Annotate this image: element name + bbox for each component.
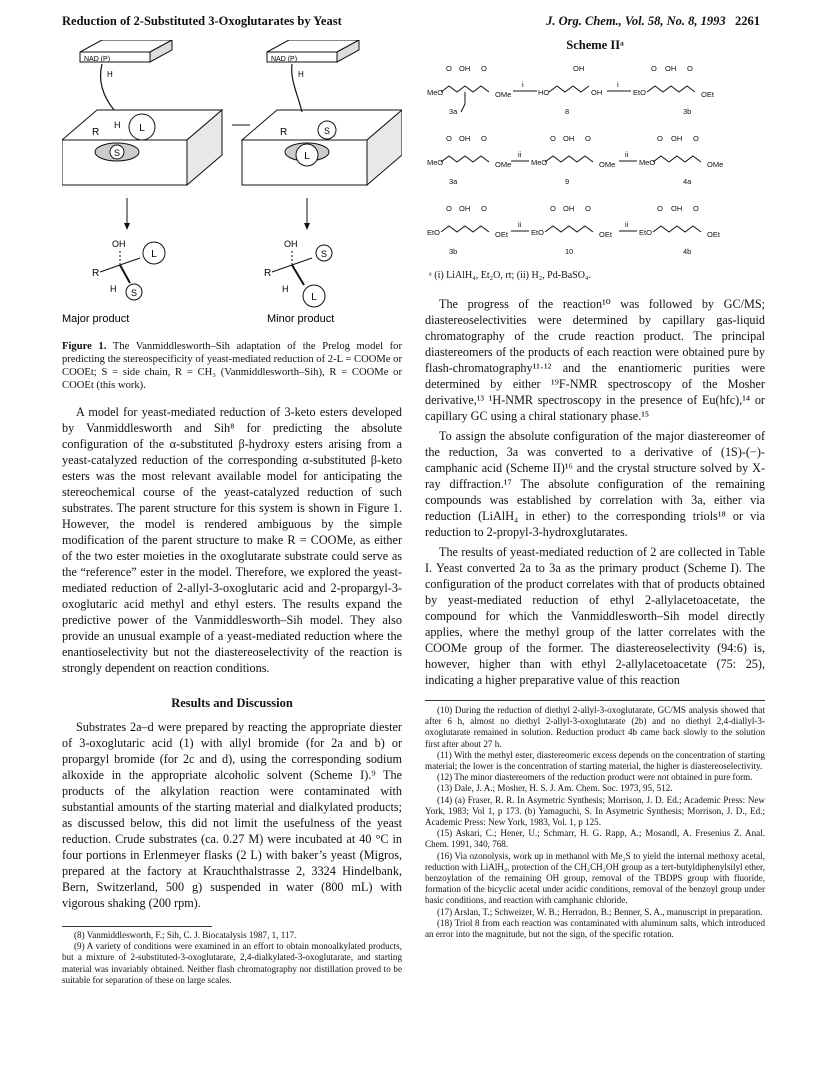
- h-label: H: [114, 120, 121, 130]
- label-eto-2: EtO: [427, 228, 440, 237]
- enzyme-model-right: [242, 110, 402, 185]
- major-product-structure: [92, 239, 165, 300]
- figure-caption-lead: Figure 1.: [62, 341, 107, 352]
- label-eto: EtO: [633, 88, 646, 97]
- running-header: Reduction of 2-Substituted 3-Oxoglutarates by Yeast: [62, 14, 342, 28]
- label-o: O: [550, 204, 556, 213]
- progress-paragraph: The progress of the reaction¹⁰ was followed by GC/MS; diastereoselectivities were determined by capillary gas-liquid chromatography of the crude reaction product. The principal diastereomers of the products of each reaction were obtained pure by flash-chromatography¹¹·¹² and the enantiomeric purities were determined by either ¹⁹F-NMR spectroscopy of the Mosher derivative,¹³ ¹H-NMR spectroscopy in the presence of Eu(hfc),¹⁴ or capillary GC using a chiral stationary phase.¹⁵: [425, 297, 765, 423]
- label-ome-4: OMe: [707, 160, 724, 169]
- hydride-label: H: [107, 70, 113, 79]
- figure-1: [62, 40, 402, 325]
- footnote-divider-right: [425, 700, 765, 701]
- label-o: O: [657, 134, 663, 143]
- label-oet-2: OEt: [495, 230, 508, 239]
- compound-4a: 4a: [683, 177, 692, 186]
- label-eto-4: EtO: [639, 228, 652, 237]
- journal-name: J. Org. Chem., Vol. 58, No. 8, 1993: [546, 14, 726, 28]
- scheme-2-footnote: ᵃ (i) LiAlH₄, Et₂O, rt; (ii) H₂, Pd-BaSO₄.: [429, 270, 591, 281]
- l-label-minor: L: [311, 292, 317, 303]
- l-label-major: L: [151, 249, 157, 260]
- label-o: O: [446, 204, 452, 213]
- label-oh: OH: [671, 204, 683, 213]
- compound-3b: 3b: [683, 107, 692, 116]
- scheme-2: [425, 57, 765, 267]
- footnote-16: (16) Via ozonolysis, work up in methanol with Me₂S to yield the internal methoxy acetal, reduction with LiAlH₄, protection of the CH₂CH₂OH group as a tert-butyldiphenylsilyl ether, benzoylation of the remaining OH group, removal of the TBDPS group with fluoride, formation of the bicyclic acetal under acidic conditions, removal of the benzoyl group under basic conditions, and reaction with camphanic chloride.: [425, 850, 765, 906]
- h-label-major: H: [110, 284, 117, 294]
- results-paragraph: Substrates 2a–d were prepared by reacting the appropriate diester of 3-oxoglutaric acid (1) with allyl bromide (for 2a and b) or propargyl bromide (for 2c and d), using the corresponding sodium alkoxide in the appropriate alcoholic solvent (Scheme I).⁹ The products of the alkylation reaction were contaminated with substantial amounts of the starting material and dialkylated products; as discussed below, this did not limit the usefulness of the yeast reduction. Crude substrates (ca. 0.27 M) were incubated at 40 °C in four portions in Erlenmeyer flasks (2 L) with baker’s yeast (Migros, prepared at the factory at Krauchthalstrasse 2, 3324 Hindelbank, Bern, Switzerland, 500 g) suspended in water (800 mL) with vigorous shaking (200 rpm).: [62, 720, 402, 910]
- scheme-2-title: Scheme IIᵃ: [566, 38, 624, 52]
- s-group-label-right: S: [323, 126, 331, 136]
- nad-cofactor-left: [80, 40, 172, 110]
- footnote-12: (12) The minor diastereomers of the reduction product were not obtained in pure form.: [437, 772, 753, 783]
- minor-product-structure: [264, 239, 332, 307]
- footnote-18: (18) Triol 8 from each reaction was contaminated with aluminum salts, which introduced an error into the magnitude, but not the sign, of the specific rotation.: [425, 917, 765, 940]
- left-footnotes: [62, 930, 402, 986]
- s-group-label: S: [113, 148, 121, 158]
- footnote-9: (9) A variety of conditions were examined in an effort to obtain monoalkylated products, but a mixture of 2-substituted-3-oxoglutarate, 2,4-dialkylated-3-oxoglutarate, and starting material was invariably obtained. Neither flash chromatography nor distillation proved to be suitable for separation of these on large scales.: [62, 941, 402, 985]
- hydride-label-right: H: [298, 70, 304, 79]
- label-oh-end: OH: [591, 88, 603, 97]
- label-o: O: [446, 64, 452, 73]
- label-o: O: [481, 204, 487, 213]
- label-o: O: [687, 64, 693, 73]
- r-group-label: R: [92, 127, 100, 138]
- step-i-2: i: [617, 80, 619, 89]
- step-ii: ii: [518, 150, 522, 159]
- major-product-label: Major product: [62, 313, 130, 325]
- figure-1-caption: [62, 340, 402, 392]
- compound-3b-2: 3b: [449, 247, 458, 256]
- footnote-15: (15) Askari, C.; Hener, U.; Schmarr, H. G. Rapp, A.; Mosandl, A. Fresenius Z. Anal. Chem. 1991, 340, 768.: [425, 828, 765, 850]
- label-o: O: [651, 64, 657, 73]
- left-column: [62, 40, 402, 986]
- label-o: O: [550, 134, 556, 143]
- arrow-down-left-icon: [124, 223, 130, 230]
- footnote-10: (10) During the reduction of diethyl 2-allyl-3-oxoglutarate, GC/MS analysis showed that after 6 h, almost no diethyl 2-allyl-3-oxoglutarate (2b) and no diethyl 2,4-diallyl-3-oxoglutarate remained in solution. Reduction product 4b came back slowly to the solution first after about 27 h.: [425, 705, 765, 749]
- label-o: O: [693, 204, 699, 213]
- label-o: O: [585, 134, 591, 143]
- r-group-label-right: R: [280, 127, 288, 138]
- label-oh: OH: [459, 134, 471, 143]
- label-oh: OH: [671, 134, 683, 143]
- compound-8: 8: [565, 107, 570, 116]
- footnote-8: (8) Vanmiddlesworth, F.; Sih, C. J. Biocatalysis 1987, 1, 117.: [74, 930, 297, 940]
- label-ome-3: OMe: [599, 160, 616, 169]
- journal-citation: [546, 14, 760, 29]
- label-o: O: [481, 134, 487, 143]
- label-oh: OH: [665, 64, 677, 73]
- label-oh: OH: [563, 134, 575, 143]
- label-oh: OH: [459, 204, 471, 213]
- label-oet-3: OEt: [599, 230, 612, 239]
- section-heading: Results and Discussion: [171, 696, 293, 710]
- intro-paragraph: A model for yeast-mediated reduction of 3-keto esters developed by Vanmiddlesworth and Sih⁸ for predicting the absolute configuration of the α-substituted β-hydroxy esters arising from a yeast-catalyzed reduction of the corresponding α-substituted β-keto esters was the most relevant available model for anticipating the stereochemical course of the yeast-catalyzed reduction of such substrates. The parent structure for this system is shown in Figure 1. However, the model is rendered ambiguous by the simple modification of the parent structure to make R = COOMe, as either of the two ester moieties in the oxoglutarate substrate could serve as the “reference” ester in the model. Therefore, we explored the yeast-mediated reduction of 2-allyl-3-oxoglutaric acid and 2-propargyl-3-oxoglutaric acid methyl and ethyl esters. The results expand the predictive power of the Vanmiddlesworth–Sih model. They also provide an unusual example of a yeast-mediated reduction where the enantioselectivity but not the diastereoselectivity of the reaction is strongly dependent on reaction conditions.: [62, 405, 402, 675]
- nad-label-right: NAD (P): [271, 56, 298, 63]
- label-o: O: [446, 134, 452, 143]
- compound-4b: 4b: [683, 247, 692, 256]
- label-oet-4: OEt: [707, 230, 720, 239]
- page-number: 2261: [735, 14, 760, 28]
- r-label-minor: R: [264, 268, 272, 279]
- compound-3a: 3a: [449, 107, 458, 116]
- label-o: O: [585, 204, 591, 213]
- footnote-14: (14) (a) Fraser, R. R. In Asymetric Synthesis; Morrison, J. D. Ed.; Academic Press: New York, 1983; Vol 1, p 173. (b) Yamaguchi, S. In Asymetric Synthesis; Morrison, J. D., Ed.; Academic Press: New York, 1983, Vol. 1, p 125.: [425, 794, 765, 828]
- nad-label: NAD (P): [84, 56, 111, 63]
- footnote-13: (13) Dale, J. A.; Mosher, H. S. J. Am. Chem. Soc. 1973, 95, 512.: [437, 783, 673, 794]
- configuration-paragraph: To assign the absolute configuration of the major diastereomer of the reduction, 3a was converted to a derivative of (1S)-(−)- camphanic acid (Scheme II)¹⁶ and the crystal structure solved by X-ray diffraction.¹⁷ The absolute configuration of the remaining compounds was established by correlation with 3a, either via reduction (LiAlH₄ in ether) to the corresponding triols¹⁸ or via reduction to 2-propyl-3-hydroxglutarates.: [425, 429, 765, 539]
- oh-label: OH: [112, 239, 126, 249]
- l-group-label-right: L: [304, 151, 310, 162]
- r-label-major: R: [92, 268, 100, 279]
- label-ome: OMe: [495, 90, 512, 99]
- step-ii-4: ii: [625, 220, 629, 229]
- label-o: O: [657, 204, 663, 213]
- arrow-down-right-icon: [304, 223, 310, 230]
- label-oet: OEt: [701, 90, 714, 99]
- label-ome-2: OMe: [495, 160, 512, 169]
- compound-10: 10: [565, 247, 574, 256]
- footnote-divider: [62, 926, 212, 927]
- nad-cofactor-right: [267, 40, 359, 112]
- footnote-17: (17) Arslan, T.; Schweizer, W. B.; Herradon, B.; Benner, S. A., manuscript in preparation.: [437, 906, 763, 917]
- h-label-minor: H: [282, 284, 289, 294]
- l-group-label: L: [139, 123, 145, 134]
- s-label-minor: S: [320, 249, 328, 259]
- s-label-major: S: [130, 288, 138, 298]
- minor-product-label: Minor product: [267, 313, 335, 325]
- label-oh: OH: [459, 64, 471, 73]
- label-meo-2: MeO: [427, 158, 444, 167]
- label-o: O: [481, 64, 487, 73]
- right-footnotes: [425, 705, 765, 940]
- oh-label-minor: OH: [284, 239, 298, 249]
- step-ii-2: ii: [625, 150, 629, 159]
- label-eto-3: EtO: [531, 228, 544, 237]
- label-meo-3: MeO: [531, 158, 548, 167]
- right-column: [425, 38, 765, 940]
- label-oh: OH: [563, 204, 575, 213]
- label-ho: HO: [538, 88, 550, 97]
- step-i: i: [522, 80, 524, 89]
- compound-9: 9: [565, 177, 570, 186]
- step-ii-3: ii: [518, 220, 522, 229]
- label-o: O: [693, 134, 699, 143]
- footnote-11: (11) With the methyl ester, diastereomeric excess depends on the concentration of starting material; the lower is the concentration of starting material, the higher is diastereoselectivity.: [425, 749, 765, 772]
- label-meo: MeO: [427, 88, 444, 97]
- figure-caption-text: The Vanmiddlesworth–Sih adaptation of the Prelog model for predicting the stereospecificity of yeast-mediated reduction of 2-L = COOMe or COOEt; S = side chain, R = CH₃ (Vanmiddlesworth–Sih), R = COOMe or COOEt (this work).: [62, 341, 402, 391]
- label-meo-4: MeO: [639, 158, 656, 167]
- results-table-paragraph: The results of yeast-mediated reduction of 2 are collected in Table I. Yeast converted 2a to 3a as the primary product (Scheme I). The configuration of the product correlates with that of products obtained by yeast-mediated reduction of ethyl 2-allylacetoacetate, the compound for which the Vanmiddlesworth–Sih model directly applies, where the methyl group of the latter correlates with the COOMe group of the former. The diastereoselectivity (94:6) is, however, higher than with ethyl 2-allylacetoacetate (75: 25), indicating a higher preparative value of this reaction: [425, 545, 765, 687]
- compound-3a-2: 3a: [449, 177, 458, 186]
- label-oh: OH: [573, 64, 585, 73]
- enzyme-model-left: [62, 110, 222, 185]
